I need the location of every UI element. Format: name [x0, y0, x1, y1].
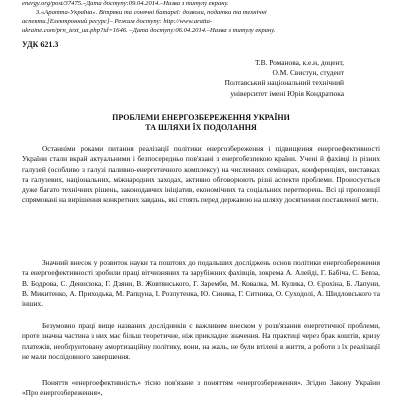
title-line: ТА ШЛЯХИ ЇХ ПОДОЛАННЯ	[145, 123, 257, 132]
reference-line: ukraine.com/prn_text_ua.php?id=1646. –Дата доступу:06.04.2014.–Назва з титулу екрану.	[22, 27, 276, 34]
body-paragraph: Останніми роками питання реалізації політики енергозбереження і підвищення енергоефективності України стали вкрай актуальними і безпосередньо пов'язані з енергобезпекою країни. Учені й фахівці із різних галузей (особливо з галузі паливно-енергетичного комплексу) на численних семінарах, конференціях, виставках та галузевих, національних, міжнародних заходах, активно обговорюють різні аспекти проблеми. Проносується дуже багато технічних рішень, законодавчих ініціатив, економічних та соціальних перетворень. Всі ці пропозиції спрямовані на вирішення конкретних завдань, які стоять перед державою на шляху досягнення поставленої мети.	[22, 144, 380, 205]
body-paragraph: Значний внесок у розвиток науки та поштовх до подальших досліджень основ політики енергозбереження та енергоефективності зробили праці вітчизняних та зарубіжних фахівців, зокрема А. Алейді, Г. Бабіча, С. Бевза, В. Бодрова, С. Денисюка, Г. Дзяни, В. Жовтянського, Г. Заремби, М. Ковалка, М. Кулика, О. Єрохіна, Б. Лапуни, В. Микитенко, А. Приходька, М. Рапцуна, І. Розпутенка, Ю. Синяка, Г. Ситника, О. Суходолі, А. Шидловського та інших.	[22, 258, 380, 309]
article-title	[22, 113, 380, 133]
affiliation-line: університет імені Юрія Кондратюка	[230, 88, 344, 98]
title-line: ПРОБЛЕМИ ЕНЕРГОЗБЕРЕЖЕННЯ УКРАЇНИ	[112, 113, 290, 122]
affiliation-line: Полтавський національний технічний	[224, 78, 344, 88]
reference-line: 3.«Аратта-Україна». Вітряки та сонячні батареї: дозволи, податки та технічні	[36, 9, 267, 16]
author-block	[225, 58, 344, 99]
author-line: Т.В. Романова, к.е.н, доцент,	[254, 58, 344, 67]
reference-line: аспекти.[Електронний ресурс]– Режим доступу: http://www.aratta-	[22, 18, 213, 25]
reference-line: energy.org/post/37475.–Дата доступу:09.04.2014.–Назва з титулу екрану.	[22, 0, 229, 7]
author-line: О.М. Свистун, студент	[272, 68, 344, 78]
body-paragraph: Безумовно праці вище названих дослідників є важливим внеском у розв'язання енергетичної проблеми, проте значна частина з них має більш теоретичне, ніж прикладне значення. На практиці через брак коштів, кризу платежів, необґрунтовану амортизаційну політику, вони, на жаль, не були втілені в життя, а роботи з їх реалізації не мали послідовного завершення.	[22, 321, 380, 361]
body-paragraph: Поняття «енергоефективність» тісно пов'язане з поняттям «енергозбереження». Згідно Закону України «Про енергозбереження»,	[22, 378, 380, 398]
udk-code: УДК 621.3	[22, 40, 59, 49]
